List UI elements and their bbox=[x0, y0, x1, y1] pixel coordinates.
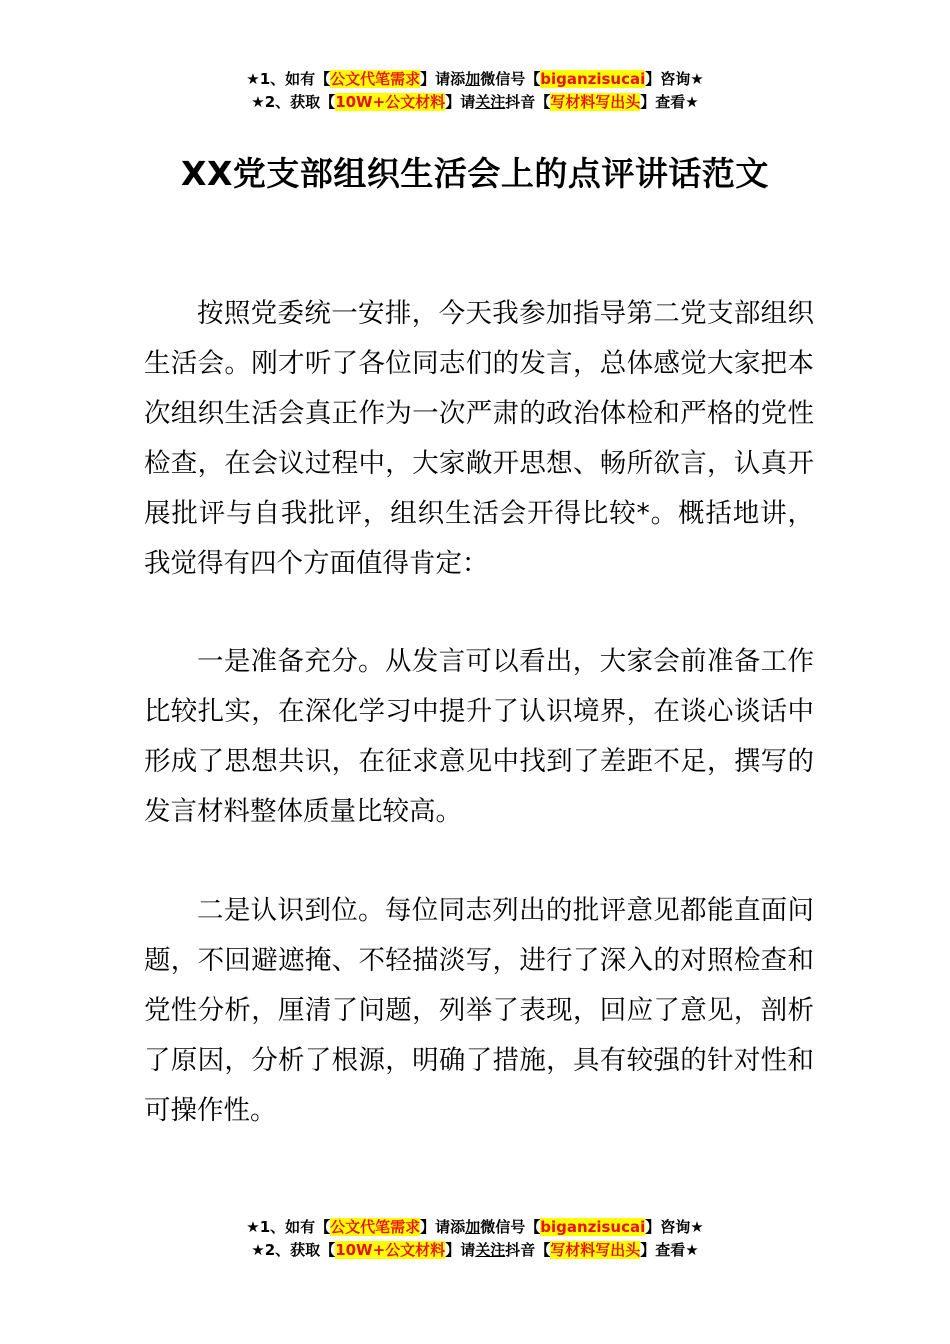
banner-douyin-id: 写材料写出头 bbox=[550, 1241, 641, 1259]
banner-text: 】查看★ bbox=[640, 1241, 699, 1259]
banner-line-2 bbox=[0, 91, 950, 114]
banner-wechat-id: biganzisucai bbox=[540, 1218, 646, 1236]
banner-text: 抖音【 bbox=[505, 1241, 551, 1259]
banner-line-1 bbox=[0, 68, 950, 91]
banner-text: 微信号【 bbox=[480, 70, 541, 88]
banner-text: 微信号【 bbox=[480, 1218, 541, 1236]
banner-highlight: 公文代笔需求 bbox=[330, 1218, 421, 1236]
banner-text: ★2、获取【 bbox=[251, 93, 336, 111]
document-title: XX党支部组织生活会上的点评讲话范文 bbox=[181, 154, 769, 193]
banner-highlight: 公文代笔需求 bbox=[330, 70, 421, 88]
body-paragraph-1: 按照党委统一安排，今天我参加指导第二党支部组织生活会。刚才听了各位同志们的发言，总体感觉大家把本次组织生活会真正作为一次严肃的政治体检和严格的党性检查，在会议过程中，大家敞开思想、畅所欲言，认真开展批评与自我批评，组织生活会开得比较*。概括地讲，我觉得有四个方面值得肯定： bbox=[144, 298, 814, 579]
banner-underlined-text: 加 bbox=[465, 1218, 481, 1236]
banner-text: 抖音【 bbox=[505, 93, 551, 111]
banner-underlined-text: 加 bbox=[465, 70, 481, 88]
banner-text: ★1、如有【 bbox=[246, 1218, 331, 1236]
banner-text: ★2、获取【 bbox=[251, 1241, 336, 1259]
banner-text: 】咨询★ bbox=[645, 70, 704, 88]
banner-text: 】请添 bbox=[420, 70, 466, 88]
banner-text: 】请添 bbox=[420, 1218, 466, 1236]
banner-underlined-text: 关注 bbox=[475, 93, 506, 111]
body-paragraph-3: 二是认识到位。每位同志列出的批评意见都能直面问题，不回避遮掩、不轻描淡写，进行了深入的对照检查和党性分析，厘清了问题，列举了表现，回应了意见，剖析了原因，分析了根源，明确了措施，具有较强的针对性和可操作性。 bbox=[144, 895, 814, 1126]
header-banner bbox=[0, 68, 950, 114]
banner-underlined-text: 关注 bbox=[475, 1241, 506, 1259]
banner-line-2 bbox=[0, 1239, 950, 1262]
banner-wechat-id: biganzisucai bbox=[540, 70, 646, 88]
banner-text: 】查看★ bbox=[640, 93, 699, 111]
banner-text: 】请 bbox=[445, 1241, 476, 1259]
footer-banner bbox=[0, 1216, 950, 1262]
banner-text: 】咨询★ bbox=[645, 1218, 704, 1236]
banner-text: 】请 bbox=[445, 93, 476, 111]
body-paragraph-2: 一是准备充分。从发言可以看出，大家会前准备工作比较扎实，在深化学习中提升了认识境界，在谈心谈话中形成了思想共识，在征求意见中找到了差距不足，撰写的发言材料整体质量比较高。 bbox=[144, 646, 814, 827]
banner-highlight: 10W+公文材料 bbox=[335, 93, 446, 111]
banner-line-1 bbox=[0, 1216, 950, 1239]
banner-highlight: 10W+公文材料 bbox=[335, 1241, 446, 1259]
banner-douyin-id: 写材料写出头 bbox=[550, 93, 641, 111]
banner-text: ★1、如有【 bbox=[246, 70, 331, 88]
